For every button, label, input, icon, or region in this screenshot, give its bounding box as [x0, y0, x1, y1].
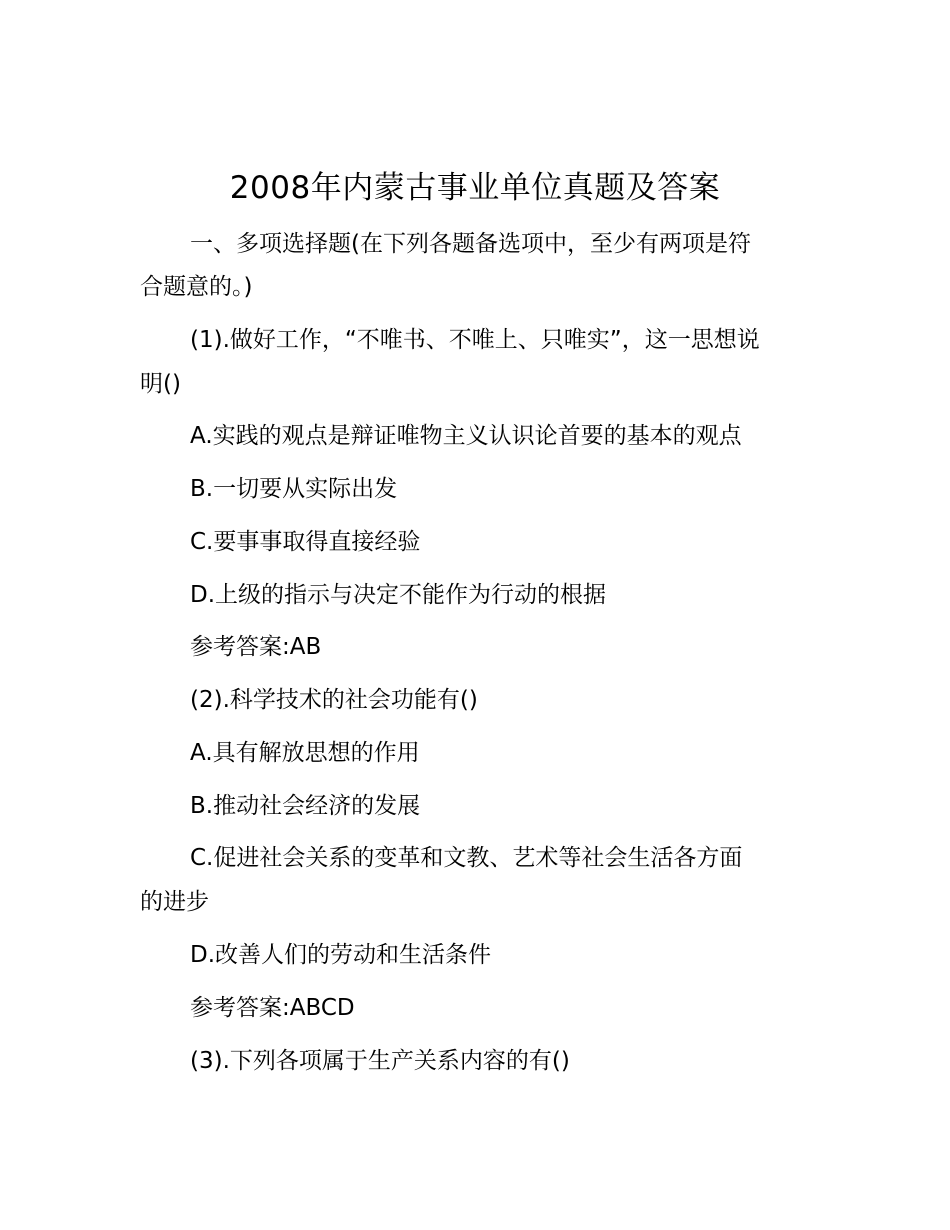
question-2-answer: 参考答案:ABCD — [190, 995, 355, 1021]
question-1-answer: 参考答案:AB — [190, 634, 322, 660]
section-heading-line-1: 一、多项选择题(在下列各题备选项中，至少有两项是符 — [190, 231, 751, 257]
question-2-option-d: D.改善人们的劳动和生活条件 — [190, 942, 492, 968]
question-1-option-a: A.实践的观点是辩证唯物主义认识论首要的基本的观点 — [190, 423, 742, 449]
question-2-option-a: A.具有解放思想的作用 — [190, 740, 420, 766]
section-heading-line-2: 合题意的。) — [140, 274, 253, 300]
question-1-option-c: C.要事事取得直接经验 — [190, 529, 421, 555]
question-1-option-b: B.一切要从实际出发 — [190, 476, 398, 502]
question-2-stem: (2).科学技术的社会功能有() — [190, 687, 478, 713]
question-2-option-c-line-1: C.促进社会关系的变革和文教、艺术等社会生活各方面 — [190, 845, 743, 871]
question-1-stem-line-2: 明() — [140, 371, 181, 397]
question-2-option-c-line-2: 的进步 — [140, 889, 209, 915]
question-1-stem-line-1: (1).做好工作，“不唯书、不唯上、只唯实”，这一思想说 — [190, 327, 760, 353]
question-2-option-b: B.推动社会经济的发展 — [190, 793, 421, 819]
question-3-stem: (3).下列各项属于生产关系内容的有() — [190, 1048, 570, 1074]
question-1-option-d: D.上级的指示与决定不能作为行动的根据 — [190, 582, 607, 608]
document-title: 2008年内蒙古事业单位真题及答案 — [229, 170, 721, 206]
